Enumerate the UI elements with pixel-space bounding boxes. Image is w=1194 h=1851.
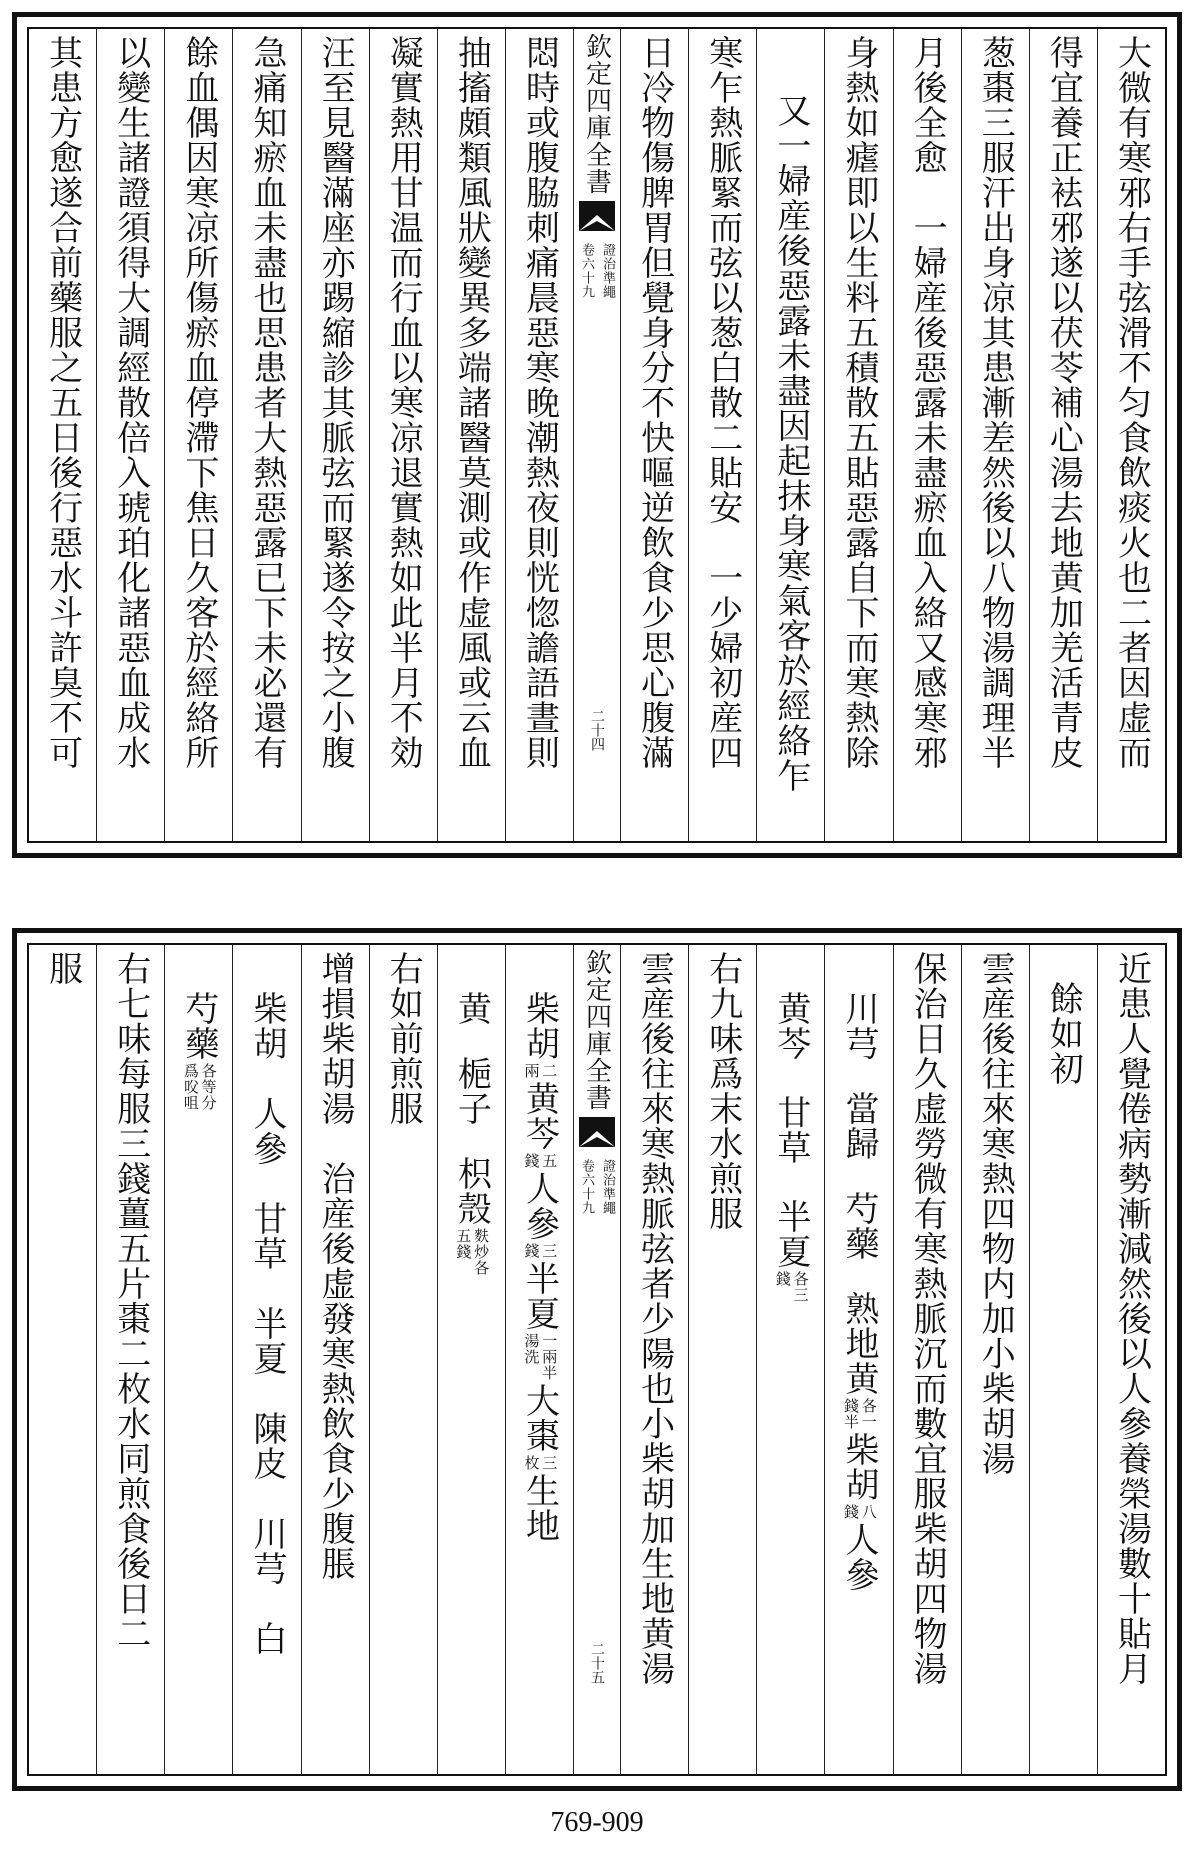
text-column: 餘如初 xyxy=(1029,945,1097,1774)
dosage-note: 各一 錢半 xyxy=(841,1398,878,1430)
text-column: 凝實熱用甘温而行血以寒凉退實熱如此半月不効 xyxy=(369,29,437,841)
herb: 柴胡 xyxy=(519,991,560,1061)
dosage-note: 各三 錢 xyxy=(773,1271,810,1303)
herb: 大棗 xyxy=(519,1383,560,1453)
text-column: 雲産後往來寒熱四物内加小柴胡湯 xyxy=(961,945,1029,1774)
text-column: 抽搐頗類風狀變異多端諸醫莫測或作虚風或云血 xyxy=(437,29,505,841)
text-column: 月後全愈 一婦産後惡露未盡瘀血入絡又感寒邪 xyxy=(893,29,961,841)
herb: 川芎 xyxy=(838,991,879,1061)
dosage-note: 五 錢 xyxy=(522,1153,559,1169)
prescription-column xyxy=(505,945,573,1774)
herb: 芍藥 xyxy=(178,991,219,1061)
folio-number: 二十四 xyxy=(589,709,605,751)
text-column: 大微有寒邪右手弦滑不匀食飲痰火也二者因虚而 xyxy=(1097,29,1165,841)
prescription-column xyxy=(756,945,824,1774)
text-column: 柴胡 人參 甘草 半夏 陳皮 川芎 白 xyxy=(232,945,300,1774)
bottom-page-columns xyxy=(27,943,1167,1776)
text-column: 雲産後往來寒熱脈弦者少陽也小柴胡加生地黄湯 xyxy=(620,945,688,1774)
herb: 生地 xyxy=(519,1473,560,1543)
dosage-note: 一兩半 湯洗 xyxy=(522,1333,559,1381)
fishtail-mark-icon xyxy=(579,1117,615,1147)
text-column: 身熱如瘧即以生料五積散五貼惡露自下而寒熱除 xyxy=(824,29,892,841)
text-column: 汪至見醫滿座亦踢縮診其脈弦而緊遂令按之小腹 xyxy=(301,29,369,841)
fishtail-mark-icon xyxy=(579,201,615,231)
top-page xyxy=(12,12,1182,858)
text-column: 日冷物傷脾胃但覺身分不快嘔逆飲食少思心腹滿 xyxy=(620,29,688,841)
folio-number: 二十五 xyxy=(589,1642,605,1684)
dosage-note: 麩炒各 五錢 xyxy=(454,1228,491,1276)
top-page-columns xyxy=(27,27,1167,843)
text-column: 右九味爲末水煎服 xyxy=(688,945,756,1774)
text-column: 悶時或腹脇刺痛晨惡寒晚潮熱夜則恍惚譫語晝則 xyxy=(505,29,573,841)
collection-title: 欽定四庫全書 xyxy=(581,949,612,1111)
dosage-note: 三 錢 xyxy=(522,1243,559,1259)
center-fold-heading xyxy=(573,945,620,1774)
text-column: 近患人覺倦病勢漸減然後以人參養榮湯數十貼月 xyxy=(1097,945,1165,1774)
center-fold-heading xyxy=(573,29,620,841)
herb: 黄 xyxy=(451,991,492,1026)
text-column: 葱棗三服汗出身凉其患漸差然後以八物湯調理半 xyxy=(961,29,1029,841)
text-column: 以變生諸證須得大調經散倍入琥珀化諸惡血成水 xyxy=(96,29,164,841)
herb: 熟地黄 xyxy=(838,1291,879,1396)
text-column: 得宜養正袪邪遂以茯苓補心湯去地黄加羌活青皮 xyxy=(1029,29,1097,841)
dosage-note: 各等分 爲㕮咀 xyxy=(181,1063,218,1111)
text-column: 右七味每服三錢薑五片棗二枚水同煎食後日二 xyxy=(96,945,164,1774)
prescription-column xyxy=(824,945,892,1774)
dosage-note: 八 錢 xyxy=(841,1504,878,1520)
text-column: 服 xyxy=(42,951,83,986)
herb: 半夏 xyxy=(770,1199,811,1269)
herb: 當歸 xyxy=(838,1091,879,1161)
dosage-note: 三 枚 xyxy=(522,1455,559,1471)
book-title: 證治準繩 xyxy=(600,1159,615,1215)
herb: 半夏 xyxy=(519,1261,560,1331)
text-column: 保治日久虚勞微有寒熱脈沉而數宜服柴胡四物湯 xyxy=(893,945,961,1774)
text-column: 其患方愈遂合前藥服之五日後行惡水斗許臭不可 xyxy=(42,35,83,770)
herb: 黄芩 xyxy=(519,1081,560,1151)
herb: 梔子 xyxy=(451,1056,492,1126)
text-column: 增損柴胡湯 治産後虚發寒熱飲食少腹脹 xyxy=(301,945,369,1774)
collection-title: 欽定四庫全書 xyxy=(581,33,612,195)
text-column: 又一婦産後惡露未盡因起抹身寒氣客於經絡乍 xyxy=(756,29,824,841)
herb: 柴胡 xyxy=(838,1432,879,1502)
text-column: 餘血偶因寒凉所傷瘀血停滯下焦日久客於經絡所 xyxy=(164,29,232,841)
herb: 人參 xyxy=(519,1171,560,1241)
text-column: 寒乍熱脈緊而弦以葱白散二貼安 一少婦初産四 xyxy=(688,29,756,841)
herb: 黄芩 xyxy=(770,991,811,1061)
herb: 芍藥 xyxy=(838,1191,879,1261)
prescription-column xyxy=(437,945,505,1774)
prescription-column xyxy=(164,945,232,1774)
dosage-note: 二 兩 xyxy=(522,1063,559,1079)
herb: 甘草 xyxy=(770,1095,811,1165)
text-column: 右如前煎服 xyxy=(369,945,437,1774)
text-column: 急痛知瘀血未盡也思患者大熱惡露已下未必還有 xyxy=(232,29,300,841)
herb: 人參 xyxy=(838,1522,879,1592)
bottom-page xyxy=(12,928,1182,1791)
volume-number: 卷六十九 xyxy=(579,1159,594,1215)
volume-number: 卷六十九 xyxy=(579,243,594,299)
page-reference-number: 769-909 xyxy=(550,1807,644,1838)
book-title: 證治準繩 xyxy=(600,243,615,299)
herb: 枳殼 xyxy=(451,1156,492,1226)
